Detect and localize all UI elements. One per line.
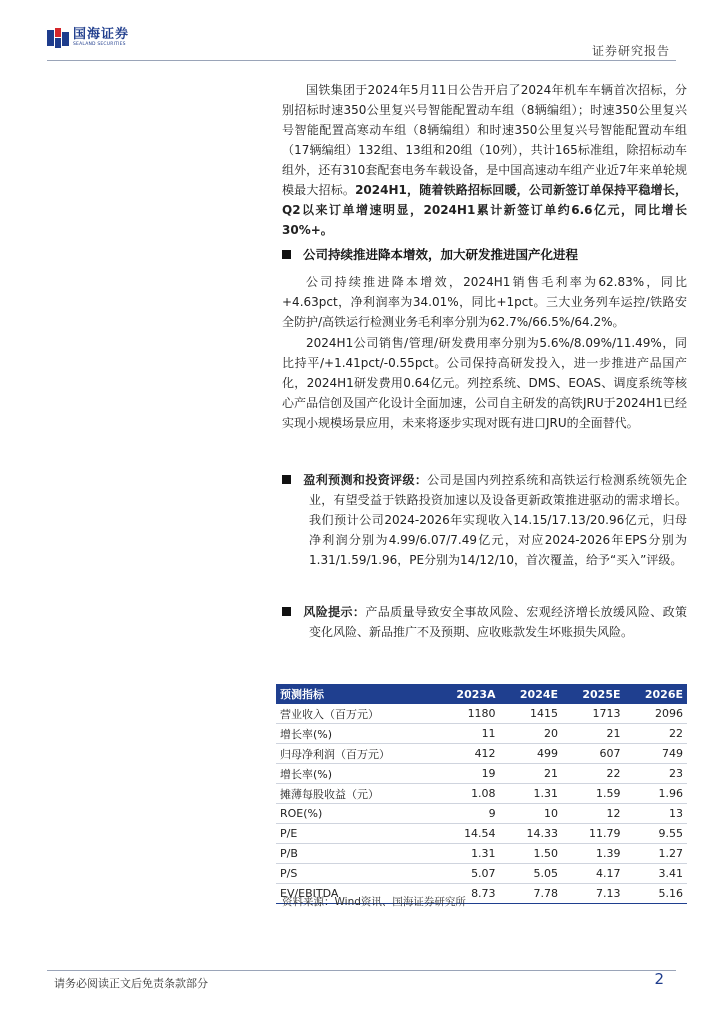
- table-cell: 1.96: [625, 784, 688, 804]
- table-row: [276, 804, 687, 824]
- table-cell: P/B: [276, 844, 436, 864]
- table-cell: 增长率(%): [276, 724, 436, 744]
- table-cell: 摊薄每股收益（元）: [276, 784, 436, 804]
- table-cell: 1180: [436, 704, 500, 724]
- table-cell: 1.39: [562, 844, 624, 864]
- square-bullet-icon: [282, 475, 291, 484]
- table-cell: 8.73: [436, 884, 500, 904]
- square-bullet-icon: [282, 250, 291, 259]
- risk-label: 风险提示：: [303, 605, 366, 619]
- table-cell: 13: [625, 804, 688, 824]
- table-row: [276, 724, 687, 744]
- table-cell: 7.13: [562, 884, 624, 904]
- table-cell: 9.55: [625, 824, 688, 844]
- logo-english-name: SEALAND SECURITIES: [73, 42, 126, 48]
- table-cell: P/E: [276, 824, 436, 844]
- table-row: [276, 744, 687, 764]
- table-row: [276, 784, 687, 804]
- forecast-label: 盈利预测和投资评级：: [303, 473, 428, 487]
- table-cell: 1.31: [500, 784, 562, 804]
- square-bullet-icon: [282, 607, 291, 616]
- table-cell: 1.27: [625, 844, 688, 864]
- table-row: [276, 864, 687, 884]
- table-cell: 14.33: [500, 824, 562, 844]
- table-cell: 22: [625, 724, 688, 744]
- intro-text: 国铁集团于2024年5月11日公告开启了2024年机车车辆首次招标，分别招标时速350公里复兴号智能配置动车组（8辆编组）；时速350公里复兴号智能配置高寒动车组（8辆编组）和时速350公里复兴号智能配置动车组（17辆编组）132组、13组和20组（10列），共计165标准组，除招标动车组外，还有310套配套电务车载设备，是中国高速动车组产业近7年来单轮规模最大招标。: [282, 83, 687, 197]
- table-cell: 1.31: [436, 844, 500, 864]
- table-cell: 2096: [625, 704, 688, 724]
- table-cell: 1.50: [500, 844, 562, 864]
- table-cell: 21: [562, 724, 624, 744]
- page-header: [0, 0, 724, 64]
- table-cell: 增长率(%): [276, 764, 436, 784]
- table-row: [276, 704, 687, 724]
- table-cell: 7.78: [500, 884, 562, 904]
- table-row: [276, 764, 687, 784]
- company-logo: [47, 28, 129, 48]
- sealand-logo-icon: [47, 28, 69, 48]
- table-cell: 22: [562, 764, 624, 784]
- table-header-cell: 2023A: [436, 684, 500, 704]
- table-header-cell: 2026E: [625, 684, 688, 704]
- table-cell: 412: [436, 744, 500, 764]
- margin-text: 公司持续推进降本增效，2024H1销售毛利率为62.83%，同比+4.63pct，净利润率为34.01%，同比+1pct。三大业务列车运控/铁路安全防护/高铁运行检测业务毛利率分别为62.7%/66.5%/64.2%。: [282, 275, 687, 329]
- expense-paragraph: [282, 333, 687, 433]
- table-header-cell: 2024E: [500, 684, 562, 704]
- table-cell: 1415: [500, 704, 562, 724]
- table-cell: 23: [625, 764, 688, 784]
- table-cell: 14.54: [436, 824, 500, 844]
- table-source-note: 资料来源：Wind资讯、国海证券研究所: [282, 896, 466, 908]
- table-cell: 607: [562, 744, 624, 764]
- forecast-rating-block: [282, 470, 687, 570]
- margin-paragraph: [282, 272, 687, 332]
- expense-text: 2024H1公司销售/管理/研发费用率分别为5.6%/8.09%/11.49%，同比持平/+1.41pct/-0.55pct。公司保持高研发投入，进一步推进产品国产化，2024H1研发费用0.64亿元。列控系统、DMS、EOAS、调度系统等核心产品信创及国产化设计全面加速，公司自主研发的高铁JRU于2024H1已经实现小规模场景应用，未来将逐步实现对既有进口JRU的全面替代。: [282, 336, 687, 430]
- section-heading-text: 公司持续推进降本增效，加大研发推进国产化进程: [303, 247, 579, 262]
- logo-chinese-name: 国海证券: [73, 27, 130, 43]
- table-cell: 11.79: [562, 824, 624, 844]
- table-cell: 1713: [562, 704, 624, 724]
- table-cell: 11: [436, 724, 500, 744]
- table-cell: 9: [436, 804, 500, 824]
- header-divider: [47, 60, 676, 61]
- table-cell: 12: [562, 804, 624, 824]
- table-header-row: [276, 684, 687, 704]
- table-cell: 19: [436, 764, 500, 784]
- table-cell: 5.07: [436, 864, 500, 884]
- intro-highlight: 2024H1，随着铁路招标回暖，公司新签订单保持平稳增长，Q2以来订单增速明显，2024H1累计新签订单约6.6亿元，同比增长30%+。: [282, 183, 687, 237]
- risk-text: 产品质量导致安全事故风险、宏观经济增长放缓风险、政策变化风险、新品推广不及预期、应收账款发生坏账损失风险。: [309, 605, 687, 639]
- intro-paragraph: [282, 80, 687, 240]
- table-cell: 5.16: [625, 884, 688, 904]
- table-cell: EV/EBITDA: [276, 884, 436, 904]
- table-cell: ROE(%): [276, 804, 436, 824]
- forecast-table: [276, 684, 687, 904]
- table-cell: 21: [500, 764, 562, 784]
- risk-block: [282, 602, 687, 642]
- table-cell: 4.17: [562, 864, 624, 884]
- table-cell: 3.41: [625, 864, 688, 884]
- table-row: [276, 824, 687, 844]
- forecast-text: 公司是国内列控系统和高铁运行检测系统领先企业，有望受益于铁路投资加速以及设备更新政策推进驱动的需求增长。我们预计公司2024-2026年实现收入14.15/17.13/20.96亿元，归母净利润分别为4.99/6.07/7.49亿元，对应2024-2026年EPS分别为1.31/1.59/1.96，PE分别为14/12/10，首次覆盖，给予“买入”评级。: [309, 473, 687, 567]
- footer-disclaimer: 请务必阅读正文后免责条款部分: [54, 977, 208, 990]
- table-cell: 归母净利润（百万元）: [276, 744, 436, 764]
- table-cell: 499: [500, 744, 562, 764]
- table-cell: 营业收入（百万元）: [276, 704, 436, 724]
- table-cell: 10: [500, 804, 562, 824]
- footer-divider: [47, 970, 676, 971]
- table-cell: 1.59: [562, 784, 624, 804]
- table-cell: 1.08: [436, 784, 500, 804]
- section-heading-cost-rd: [282, 245, 578, 263]
- report-type-label: 证券研究报告: [591, 44, 670, 58]
- table-row: [276, 844, 687, 864]
- table-cell: P/S: [276, 864, 436, 884]
- page-number: 2: [654, 970, 664, 988]
- table-cell: 5.05: [500, 864, 562, 884]
- table-cell: 20: [500, 724, 562, 744]
- table-cell: 749: [625, 744, 688, 764]
- table-header-cell: 预测指标: [276, 684, 436, 704]
- table-header-cell: 2025E: [562, 684, 624, 704]
